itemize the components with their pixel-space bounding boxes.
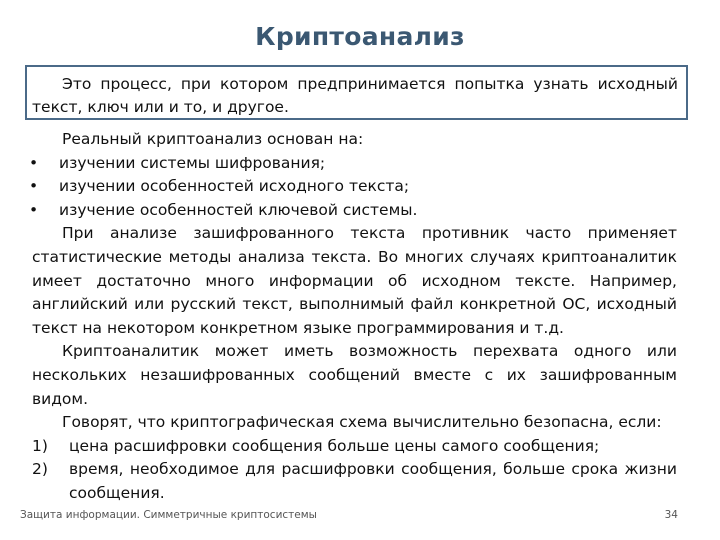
numbered-text: время, необходимое для расшифровки сообщения, больше срока жизни сообщения. [69,460,677,502]
bullet-icon: • [29,177,39,196]
bullet-icon: • [29,153,39,172]
intro-text: Реальный криптоанализ основан на: [62,130,364,148]
page-number: 34 [664,509,678,521]
bullet-text: изучение особенностей ключевой системы. [59,200,418,219]
paragraph-security: Говорят, что криптографическая схема вычислительно безопасна, если: [62,413,662,432]
definition-box [25,65,688,120]
list-item [29,199,677,223]
numbered-item [32,458,677,505]
list-item [29,175,677,199]
numbered-text: цена расшифровки сообщения больше цены самого сообщения; [69,436,600,455]
list-item [29,152,677,176]
bullet-icon: • [29,200,39,219]
paragraph-statistics: При анализе зашифрованного текста противник часто применяет статистические методы анализа текста. Во многих случаях криптоаналитик имеет достаточно много информации об исходном тексте. Например, английский или русский текст, выполнимый файл конкретной ОС, исходный текст на некотором конкретном языке программирования и т.д. [32,224,677,337]
number-marker: 1) [32,436,48,455]
slide-title: Криптоанализ [255,22,465,51]
bullet-text: изучении системы шифрования; [59,153,326,172]
numbered-item [32,435,677,459]
bullet-text: изучении особенностей исходного текста; [59,177,410,196]
paragraph-interception: Криптоаналитик может иметь возможность перехвата одного или нескольких незашифрованных сообщений вместе с их зашифрованным видом. [32,342,677,408]
slide-body [29,128,677,506]
number-marker: 2) [32,460,48,479]
footer-caption: Защита информации. Симметричные криптосистемы [20,509,317,521]
definition-text: Это процесс, при котором предпринимается попытка узнать исходный текст, ключ или и то, и другое. [32,75,678,116]
